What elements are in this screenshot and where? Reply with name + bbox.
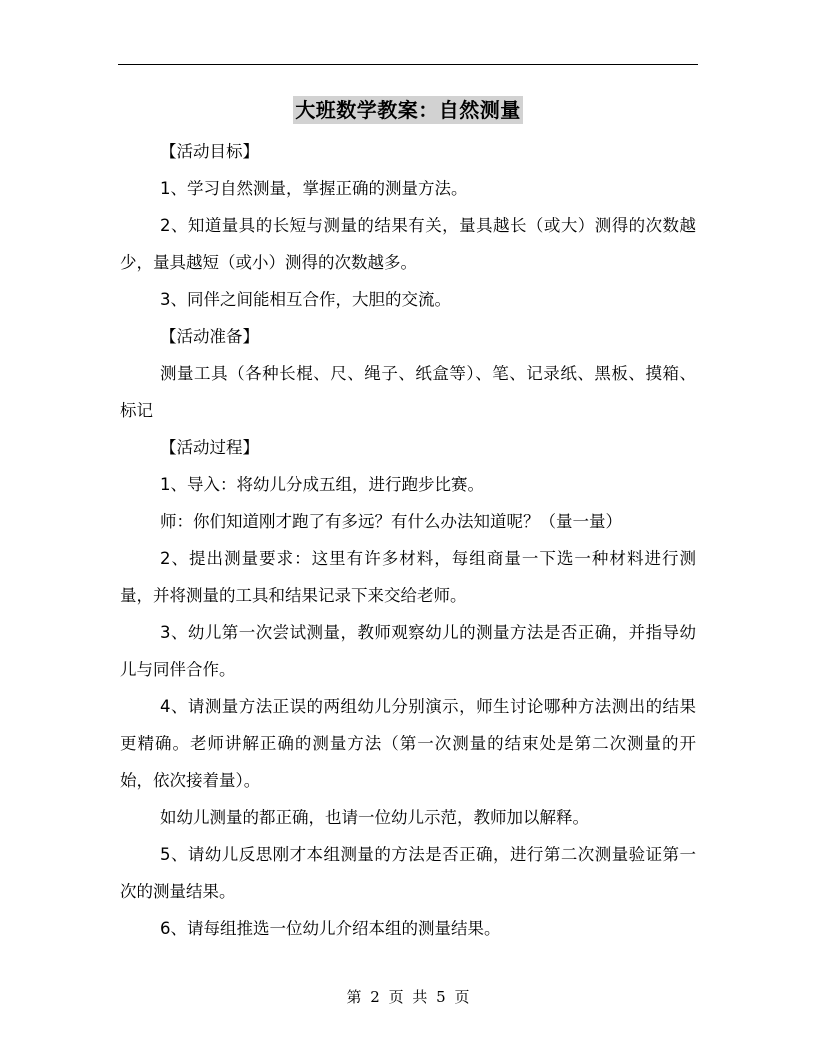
document-title: 大班数学教案：自然测量 <box>295 98 521 122</box>
paragraph: 2、知道量具的长短与测量的结果有关，量具越长（或大）测得的次数越少，量具越短（或小）测得的次数越多。 <box>120 216 696 272</box>
paragraph: 3、同伴之间能相互合作，大胆的交流。 <box>160 290 451 309</box>
paragraph: 5、请幼儿反思刚才本组测量的方法是否正确，进行第二次测量验证第一次的测量结果。 <box>120 845 696 901</box>
paragraph: 1、导入：将幼儿分成五组，进行跑步比赛。 <box>160 475 484 494</box>
header-rule <box>118 64 698 65</box>
paragraph: 师：你们知道刚才跑了有多远？有什么办法知道呢？（量一量） <box>160 512 622 531</box>
paragraph: 测量工具（各种长棍、尺、绳子、纸盒等）、笔、记录纸、黑板、摸箱、标记 <box>120 364 696 420</box>
page-number: 第 2 页 共 5 页 <box>346 988 470 1006</box>
paragraph: 4、请测量方法正误的两组幼儿分别演示，师生讨论哪种方法测出的结果更精确。老师讲解正确的测量方法（第一次测量的结束处是第二次测量的开始，依次接着量）。 <box>120 697 696 790</box>
document-body <box>120 133 696 947</box>
section-heading-process: 【活动过程】 <box>160 438 259 457</box>
paragraph: 如幼儿测量的都正确，也请一位幼儿示范，教师加以解释。 <box>160 808 589 827</box>
paragraph: 3、幼儿第一次尝试测量，教师观察幼儿的测量方法是否正确，并指导幼儿与同伴合作。 <box>120 623 696 679</box>
paragraph: 2、提出测量要求：这里有许多材料，每组商量一下选一种材料进行测量，并将测量的工具和结果记录下来交给老师。 <box>120 549 696 605</box>
paragraph: 6、请每组推选一位幼儿介绍本组的测量结果。 <box>160 919 501 938</box>
section-heading-goals: 【活动目标】 <box>160 142 259 161</box>
title-container <box>0 96 816 124</box>
section-heading-preparation: 【活动准备】 <box>160 327 259 346</box>
paragraph: 1、学习自然测量，掌握正确的测量方法。 <box>160 179 468 198</box>
